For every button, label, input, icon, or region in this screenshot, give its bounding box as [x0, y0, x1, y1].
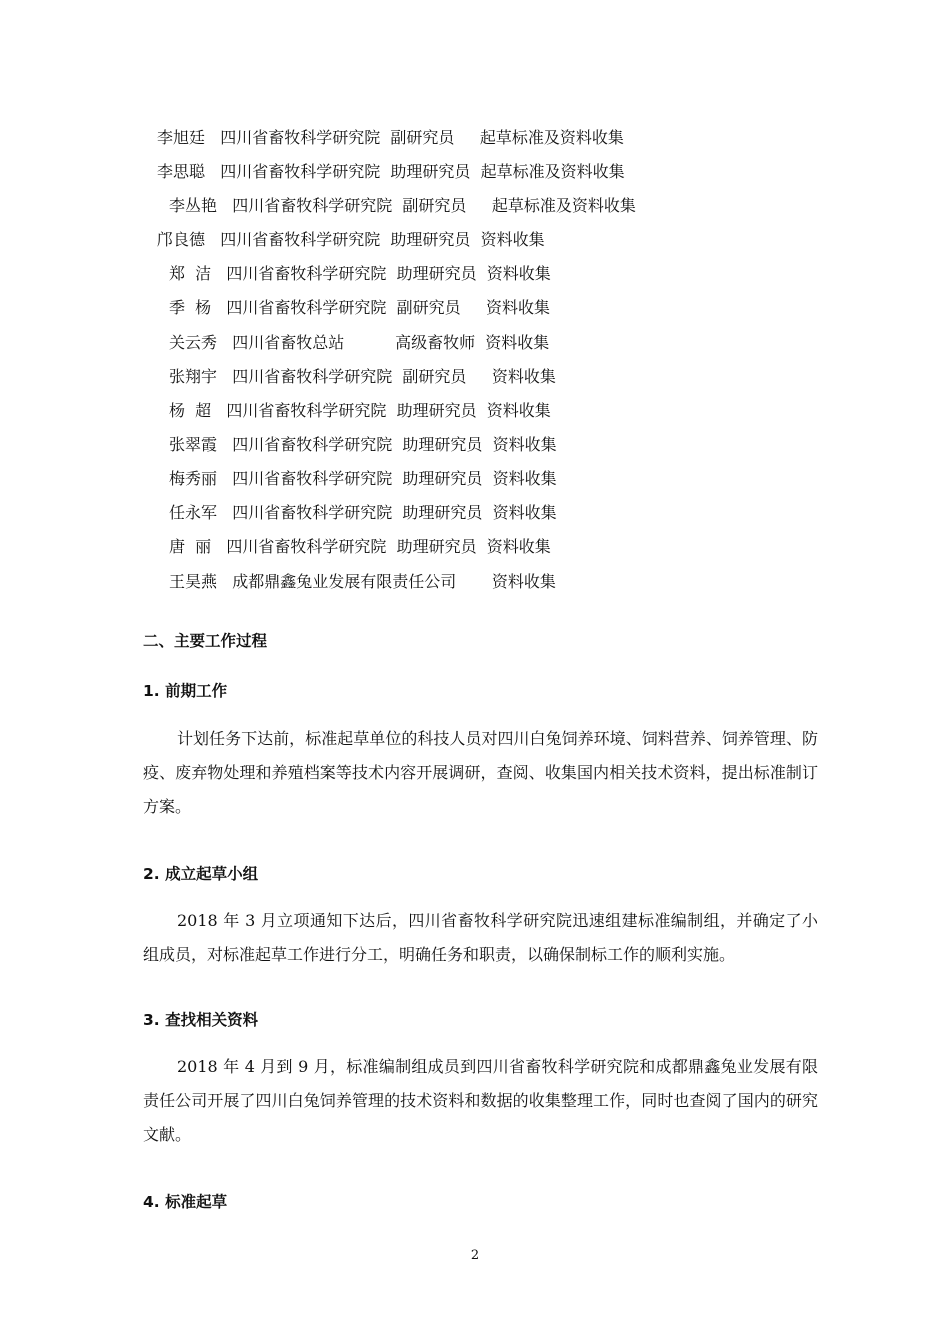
subsection-heading: 4. 标准起草 [143, 1193, 228, 1211]
member-row: 李丛艳 四川省畜牧科学研究院 副研究员 起草标准及资料收集 [169, 196, 636, 215]
member-row: 梅秀丽 四川省畜牧科学研究院 助理研究员 资料收集 [169, 469, 557, 488]
member-row: 邝良德 四川省畜牧科学研究院 助理研究员 资料收集 [157, 230, 545, 249]
paragraph: 2018 年 3 月立项通知下达后，四川省畜牧科学研究院迅速组建标准编制组，并确定了小组成员，对标准起草工作进行分工，明确任务和职责，以确保制标工作的顺利实施。 [143, 911, 818, 964]
paragraph: 2018 年 4 月到 9 月，标准编制组成员到四川省畜牧科学研究院和成都鼎鑫兔业发展有限责任公司开展了四川白兔饲养管理的技术资料和数据的收集整理工作，同时也查阅了国内的研究文献。 [143, 1057, 818, 1144]
page-number: 2 [470, 1248, 480, 1263]
member-row: 郑 洁 四川省畜牧科学研究院 助理研究员 资料收集 [169, 264, 551, 283]
member-row: 关云秀 四川省畜牧总站 高级畜牧师 资料收集 [169, 333, 550, 352]
member-row: 张翔宇 四川省畜牧科学研究院 副研究员 资料收集 [169, 367, 556, 386]
subsection-heading: 1. 前期工作 [143, 682, 228, 700]
member-row: 王昊燕 成都鼎鑫兔业发展有限责任公司 资料收集 [169, 572, 556, 591]
paragraph: 计划任务下达前，标准起草单位的科技人员对四川白兔饲养环境、饲料营养、饲养管理、防疫、废弃物处理和养殖档案等技术内容开展调研，查阅、收集国内相关技术资料，提出标准制订方案。 [143, 729, 818, 816]
member-row: 杨 超 四川省畜牧科学研究院 助理研究员 资料收集 [169, 401, 551, 420]
subsection-heading: 3. 查找相关资料 [143, 1011, 259, 1029]
subsection-heading: 2. 成立起草小组 [143, 865, 259, 883]
member-row: 李旭廷 四川省畜牧科学研究院 副研究员 起草标准及资料收集 [157, 128, 624, 147]
member-row: 季 杨 四川省畜牧科学研究院 副研究员 资料收集 [169, 298, 551, 317]
member-row: 李思聪 四川省畜牧科学研究院 助理研究员 起草标准及资料收集 [157, 162, 625, 181]
member-row: 唐 丽 四川省畜牧科学研究院 助理研究员 资料收集 [169, 537, 551, 556]
member-row: 任永军 四川省畜牧科学研究院 助理研究员 资料收集 [169, 503, 557, 522]
section-title: 二、主要工作过程 [143, 632, 268, 650]
member-row: 张翠霞 四川省畜牧科学研究院 助理研究员 资料收集 [169, 435, 557, 454]
